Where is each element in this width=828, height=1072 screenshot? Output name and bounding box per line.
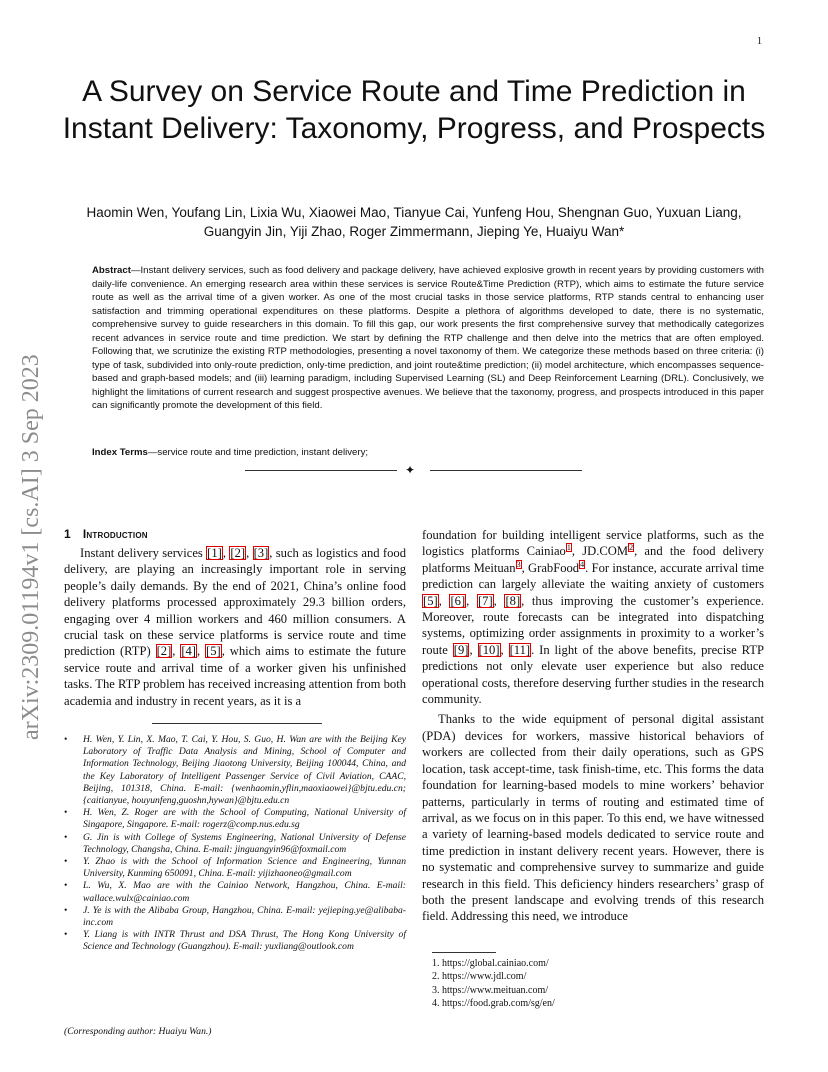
text-run: foundation for building intelligent service platforms, such as the logistics platforms Cainiao (422, 528, 764, 559)
affiliation-item: • Y. Zhao is with the School of Information Science and Engineering, Yunnan University, Kunming 650091, China. E-mail: yijizhaoneo@gmail.com (64, 856, 406, 880)
text-run: , (500, 642, 509, 657)
citation-link[interactable]: [5] (206, 644, 221, 659)
citation-link[interactable]: [4] (181, 644, 196, 659)
text-run: , GrabFood (521, 560, 580, 575)
affiliation-item: • H. Wen, Y. Lin, X. Mao, T. Cai, Y. Hou, S. Guo, H. Wan are with the Beijing Key Laboratory of Traffic Data Analysis and Mining, School of Computer and Information Technology, Beijing Jiaotong University, Beijing 100044, China, and the Key Laboratory of Intelligent Passenger Service of Civil Aviation, CAAC, Beijing, 101318, China. E-mail: {wenhaomin,yflin,maoxiaowei}@bjtu.edu.cn; {caitianyue, houyunfeng,guoshn,hywan}@bjtu.edu.cn (64, 734, 406, 807)
citation-link[interactable]: [3] (253, 546, 269, 560)
text-run: , (246, 546, 253, 560)
citation-link[interactable]: [11] (509, 642, 531, 657)
corresponding-author-note: (Corresponding author: Huaiyu Wan.) (64, 1026, 212, 1037)
section-title: Introduction (82, 527, 148, 541)
divider-left-rule (245, 470, 397, 471)
affiliation-item: • L. Wu, X. Mao are with the Cainiao Network, Hangzhou, China. E-mail: wallace.wulx@cainiao.com (64, 880, 406, 904)
section-heading-introduction (64, 527, 148, 541)
text-run: , (197, 644, 206, 659)
text-run: , and the food delivery platforms Meituan (422, 544, 764, 575)
text-run: , JD.COM (571, 544, 629, 559)
text-run: , (493, 593, 505, 608)
intro-paragraph-1 (64, 545, 406, 709)
text-run: , thus improving the customer’s experience. Moreover, route forecasts can be integrated into dispatching systems, optimizing order assignments in proximity to a worker’s route (422, 593, 765, 657)
citation-link[interactable]: [10] (478, 642, 500, 657)
citation-link[interactable]: [2] (230, 546, 246, 560)
text-run: , (438, 593, 450, 608)
citation-link[interactable]: [9] (453, 642, 469, 657)
footnote-ref-link[interactable]: 2 (629, 543, 634, 553)
affiliation-separator (152, 723, 322, 724)
affiliation-item: • Y. Liang is with INTR Thrust and DSA Thrust, The Hong Kong University of Science and Technology (Guangzhou). E-mail: yuxliang@outlook.com (64, 929, 406, 953)
citation-link[interactable]: [6] (450, 593, 466, 608)
footnote-item[interactable]: 3. https://www.meituan.com/ (432, 984, 549, 996)
intro-right-column (422, 527, 764, 925)
footnote-ref-link[interactable]: 1 (566, 543, 571, 553)
section-number: 1 (64, 527, 71, 541)
abstract (92, 264, 764, 413)
text-run: , (222, 546, 230, 560)
citation-link[interactable]: [5] (423, 593, 438, 608)
paper-title: A Survey on Service Route and Time Prediction in Instant Delivery: Taxonomy, Progress, and Prospects (62, 75, 766, 145)
affiliation-item: • J. Ye is with the Alibaba Group, Hangzhou, China. E-mail: yejieping.ye@alibaba-inc.com (64, 905, 406, 929)
citation-link[interactable]: [2] (156, 644, 172, 659)
citation-link[interactable]: [1] (207, 546, 222, 560)
text-run: , (172, 644, 181, 659)
footnote-separator (432, 952, 496, 953)
footnote-item[interactable]: 4. https://food.grab.com/sg/en/ (432, 997, 555, 1009)
intro-paragraph-1-continued (422, 527, 764, 707)
text-run: Instant delivery services (80, 546, 207, 560)
footnote-item[interactable]: 1. https://global.cainiao.com/ (432, 958, 549, 969)
page-number: 1 (757, 36, 762, 47)
footnote-list (432, 957, 762, 1010)
text-run: , which aims to estimate the future service route and arrival time of a worker given his unfinished tasks. The RTP problem has received increasing attention from both academia and industry in recent years, as it is a (64, 644, 407, 708)
text-run: , (469, 642, 478, 657)
divider-right-rule (430, 470, 582, 471)
citation-link[interactable]: [7] (477, 593, 493, 608)
text-run: . In light of the above benefits, precise RTP predictions not only elevate user experience but also reduce operational costs, therefore deserving further studies in the research community. (422, 642, 765, 707)
abstract-label: Abstract (92, 265, 131, 276)
intro-paragraph-2: Thanks to the wide equipment of personal digital assistant (PDA) devices for workers, massive historical behaviors of workers are collected from their daily operations, such as GPS location, task accept-time, task finish-time, etc. This forms the data foundation for learning-based models to mine workers’ behavior patterns, particularly in terms of routing and estimated time of arrival, as we focus on in this paper. To this end, we have witnessed a variety of learning-based models dedicated to service route and time prediction in instant delivery recent years. However, there is no systematic and comprehensive survey to summarize and guide research in this field. This deficiency hinders researchers’ grasp of both the present landscape and evolving trends of this research field. Addressing this need, we introduce (422, 712, 764, 924)
footnote-item[interactable]: 2. https://www.jdl.com/ (432, 971, 527, 983)
affiliation-list (64, 734, 406, 954)
author-list: Haomin Wen, Youfang Lin, Lixia Wu, Xiaowei Mao, Tianyue Cai, Yunfeng Hou, Shengnan Guo, Yuxuan Liang, Guangyin Jin, Yiji Zhao, Roger Zimmermann, Jieping Ye, Huaiyu Wan* (86, 205, 742, 239)
footnote-ref-link[interactable]: 3 (516, 559, 521, 569)
arxiv-identifier-stamp: arXiv:2309.01194v1 [cs.AI] 3 Sep 2023 (18, 354, 44, 740)
index-terms-text: —service route and time prediction, instant delivery; (147, 447, 369, 458)
index-terms (92, 446, 764, 459)
affiliation-item: • H. Wen, Z. Roger are with the School of Computing, National University of Singapore, Singapore. E-mail: rogerz@comp.nus.edu.sg (64, 807, 406, 831)
intro-left-column (64, 545, 406, 709)
abstract-text: —Instant delivery services, such as food delivery and package delivery, have achieved explosive growth in recent years by providing customers with daily-life convenience. An emerging research area within these services is service Route&Time Prediction (RTP), which aims to estimate the future service route as well as the arrival time of a given worker. As one of the most crucial tasks in those service platforms, RTP stands central to enhancing user satisfaction and trimming operational expenditures on these platforms. Despite a plethora of algorithms developed to date, there is no systematic, comprehensive survey to guide researchers in this domain. To fill this gap, our work presents the first comprehensive survey that methodically categorizes recent advances in service route and time prediction. We start by defining the RTP challenge and then delve into the metrics that are often employed. Following that, we scrutinize the existing RTP methodologies, presenting a novel taxonomy of them. We categorize these methods based on three criteria: (i) type of task, subdivided into only-route prediction, only-time prediction, and joint route&time prediction; (ii) model architecture, which encompasses sequence-based and graph-based models; and (iii) learning paradigm, including Supervised Learning (SL) and Deep Reinforcement Learning (DRL). Conclusively, we highlight the limitations of current research and suggest prospective avenues. We believe that the taxonomy, progress, and prospects introduced in this paper can significantly promote the development of this field. (92, 265, 764, 411)
footnote-ref-link[interactable]: 4 (580, 559, 585, 569)
index-terms-label: Index Terms (92, 447, 148, 458)
divider-ornament-icon: ✦ (405, 463, 416, 477)
text-run: , (466, 593, 477, 608)
text-run: . For instance, accurate arrival time prediction can largely alleviate the waiting anxiety of customers (422, 560, 764, 592)
text-run: , such as logistics and food delivery, are playing an increasingly important role in serving people’s daily demands. By the end of 2021, China’s online food delivery platforms processed approximately 29.3 billion orders, engaging over 4 million workers and 460 million consumers. A crucial task on these service platforms is service route and time prediction (RTP) (64, 546, 407, 659)
affiliation-item: • G. Jin is with College of Systems Engineering, National University of Defense Technology, Changsha, China. E-mail: jinguangyin96@foxmail.com (64, 832, 406, 856)
citation-link[interactable]: [8] (505, 593, 521, 608)
